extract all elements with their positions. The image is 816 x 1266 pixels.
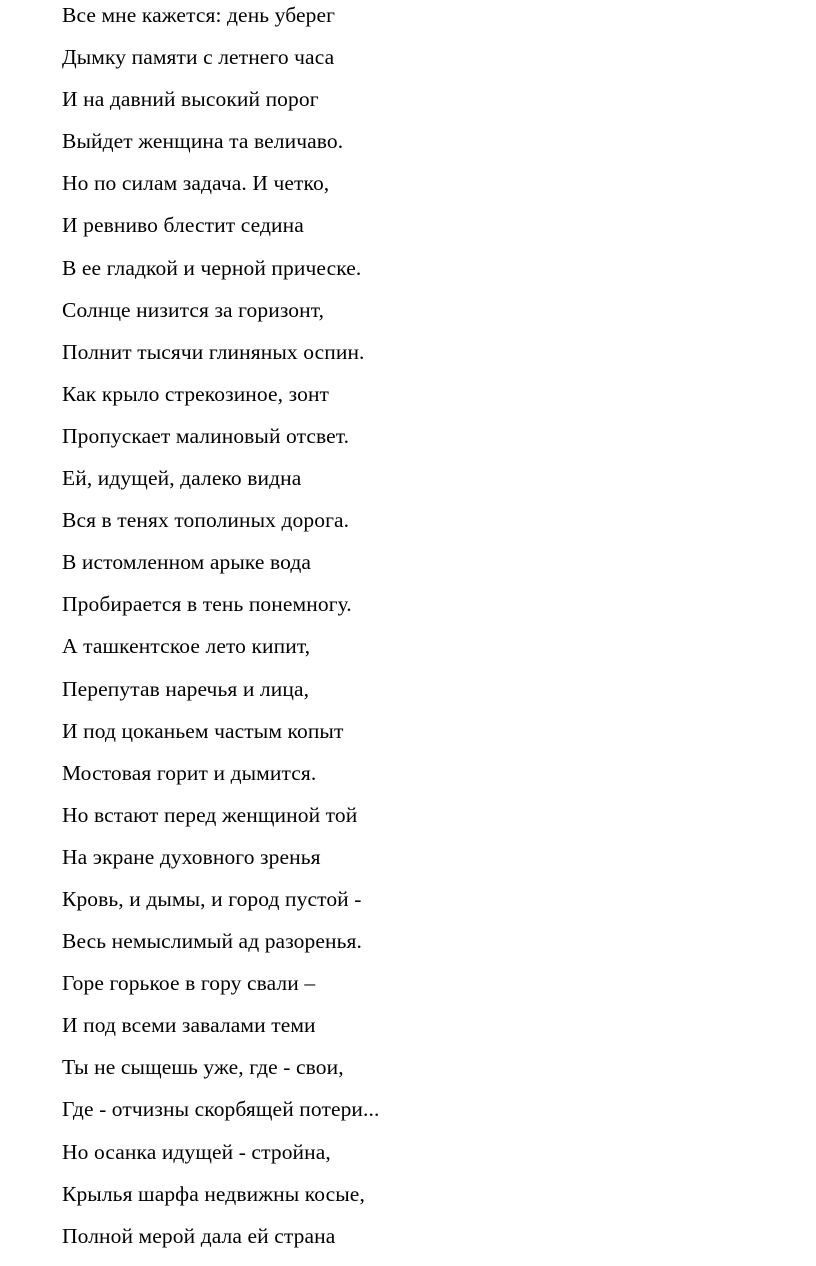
poem-line: И на давний высокий порог (62, 87, 319, 112)
poem-line: Полнит тысячи глиняных оспин. (62, 339, 365, 364)
poem-line: Вся в тенях тополиных дорога. (62, 508, 350, 533)
poem-line: Как крыло стрекозиное, зонт (62, 381, 330, 406)
poem-line: Но встают перед женщиной той (62, 802, 358, 827)
poem-line: Кровь, и дымы, и город пустой - (62, 886, 362, 911)
poem-line: И под цоканьем частым копыт (62, 718, 344, 743)
poem-line: Солнце низится за горизонт, (62, 297, 325, 322)
poem-line: Пробирается в тень понемногу. (62, 592, 352, 617)
poem-line: И ревниво блестит седина (62, 213, 304, 238)
poem-line: Крылья шарфа недвижны косые, (62, 1181, 365, 1206)
poem-line: Мостовая горит и дымится. (62, 760, 317, 785)
poem-line: Весь немыслимый ад разоренья. (62, 929, 362, 954)
poem-line: Ты не сыщешь уже, где - свои, (62, 1055, 344, 1080)
poem-line: И под всеми завалами теми (62, 1013, 316, 1038)
poem-line: Полной мерой дала ей страна (62, 1223, 336, 1248)
poem-line: Но осанка идущей - стройна, (62, 1139, 331, 1164)
poem-line: Перепутав наречья и лица, (62, 676, 310, 701)
poem-text (62, 1, 379, 1264)
poem-line: Выйдет женщина та величаво. (62, 129, 344, 154)
poem-line: Горе горькое в гору свали – (62, 971, 316, 996)
poem-line: А ташкентское лето кипит, (62, 634, 311, 659)
poem-line: Но по силам задача. И четко, (62, 171, 330, 196)
poem-line: Где - отчизны скорбящей потери... (62, 1097, 380, 1122)
poem-line: В истомленном арыке вода (62, 550, 312, 575)
poem-line: Ей, идущей, далеко видна (62, 466, 302, 491)
poem-line: В ее гладкой и черной прическе. (62, 255, 362, 280)
poem-line: Все мне кажется: день уберег (62, 3, 336, 27)
poem-line: Пропускает малиновый отсвет. (62, 423, 350, 448)
poem-line: На экране духовного зренья (62, 844, 321, 869)
poem-line: Дымку памяти с летнего часа (62, 45, 335, 70)
